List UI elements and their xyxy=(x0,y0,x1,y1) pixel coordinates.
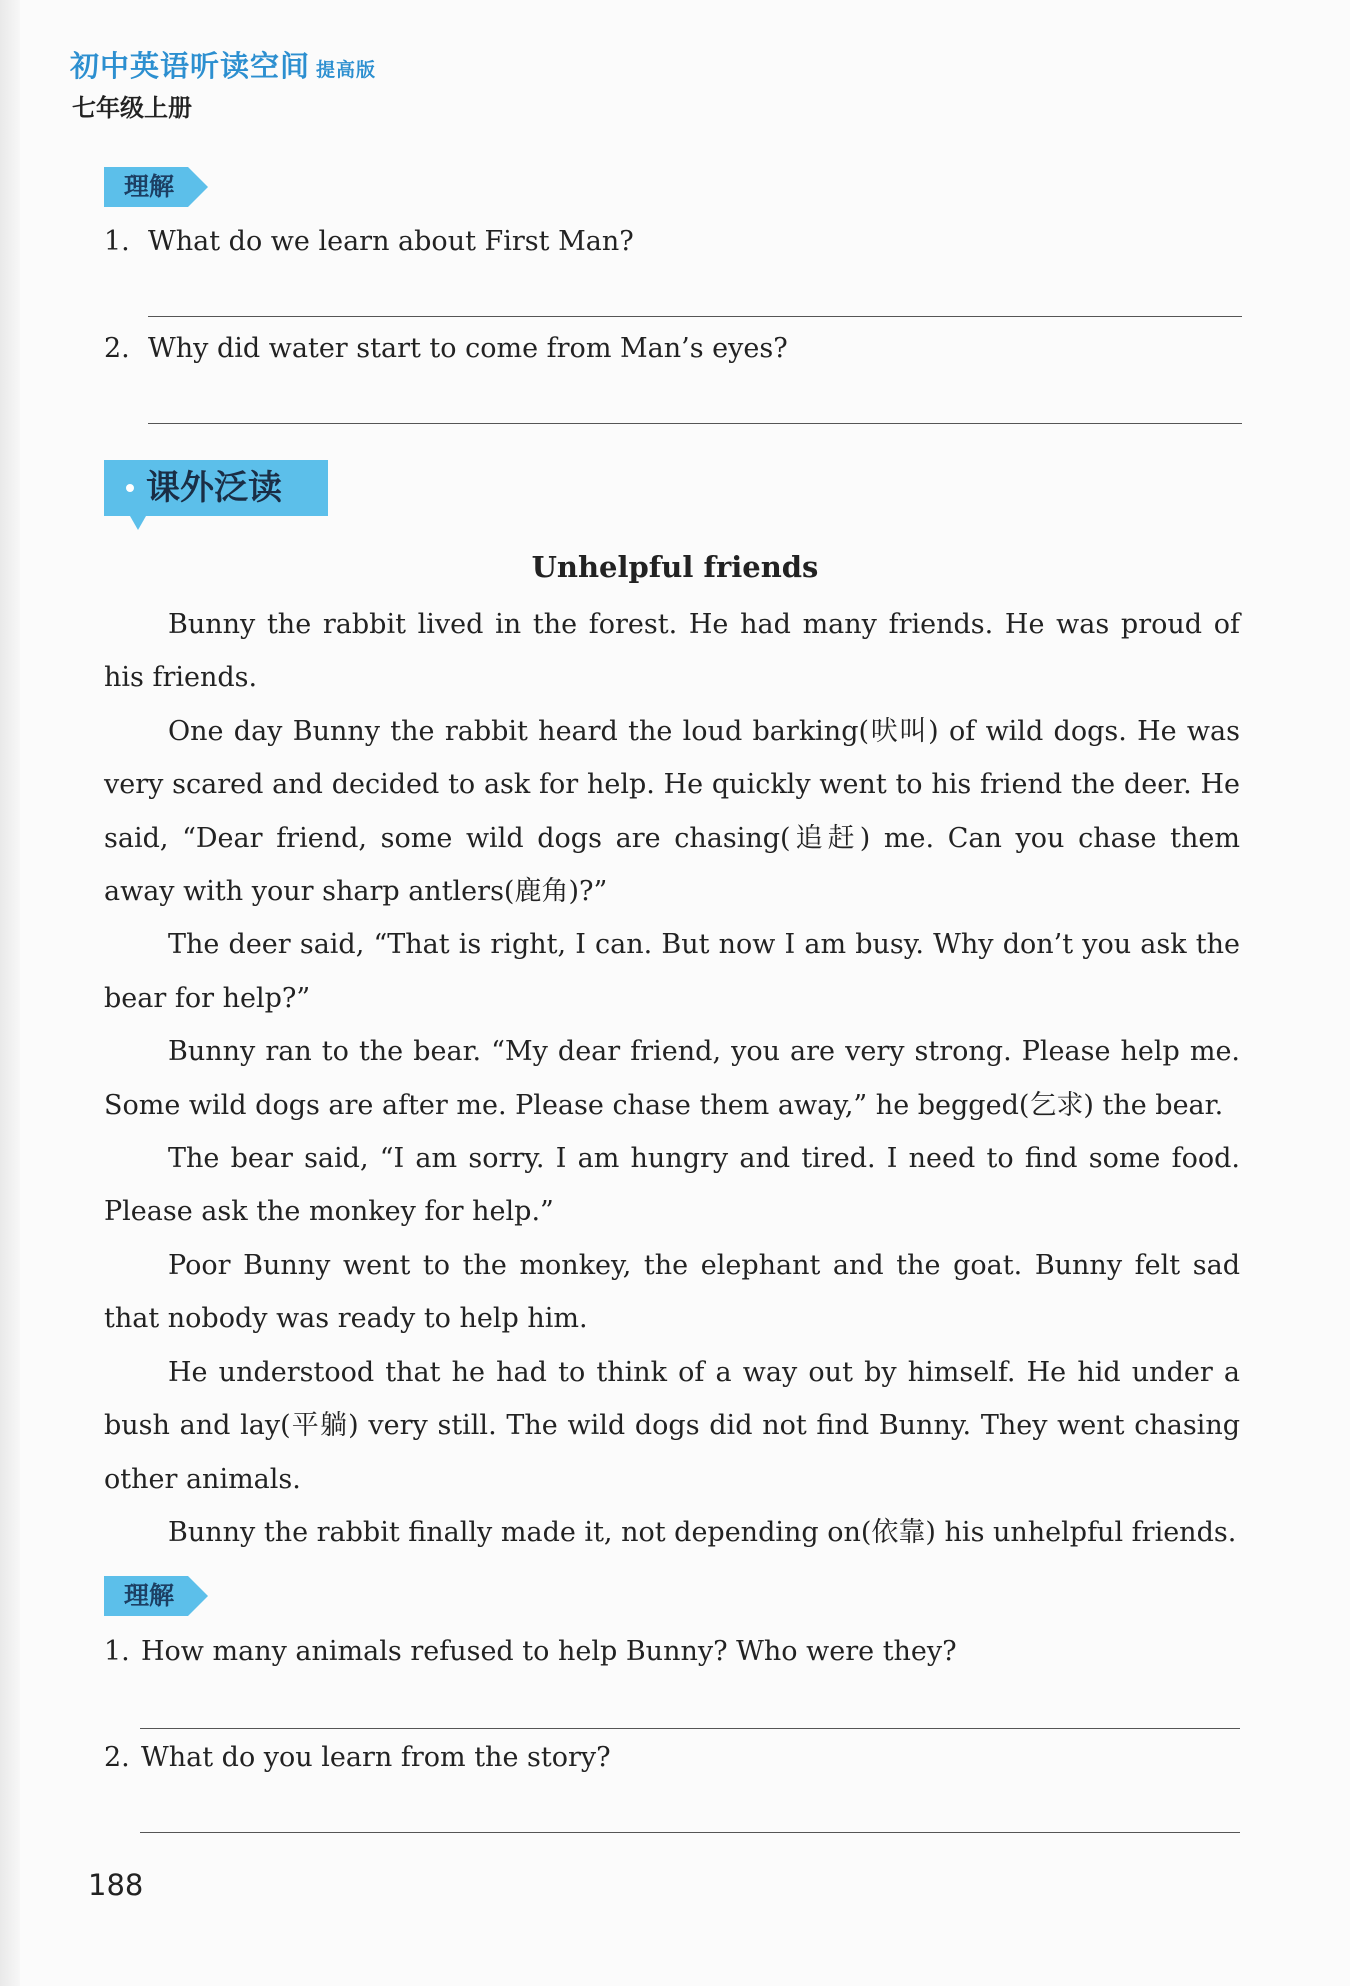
book-title xyxy=(70,44,376,85)
answer-line-2-2[interactable] xyxy=(140,1832,1240,1833)
story-body xyxy=(104,598,1240,1559)
question-number: 1. xyxy=(104,226,130,257)
story-paragraph: Bunny ran to the bear. “My dear friend, you are very strong. Please help me. Some wild dogs are after me. Please chase them away,” he begged(乞求) the bear. xyxy=(104,1036,1240,1121)
question-1-1 xyxy=(104,226,634,257)
book-grade: 七年级上册 xyxy=(72,94,192,122)
story-paragraph: The deer said, “That is right, I can. But now I am busy. Why don’t you ask the bear for help?” xyxy=(104,929,1240,1014)
comprehension-tag-1: 理解 xyxy=(104,167,188,207)
answer-line-1-2[interactable] xyxy=(148,423,1242,424)
question-text: What do you learn from the story? xyxy=(141,1742,611,1773)
question-text: How many animals refused to help Bunny? Who were they? xyxy=(141,1636,957,1667)
page-number: 188 xyxy=(88,1868,144,1902)
story-paragraph: One day Bunny the rabbit heard the loud barking(吠叫) of wild dogs. He was very scared and decided to ask for help. He quickly went to his friend the deer. He said, “Dear friend, some wild dogs are chasing(追赶) me. Can you chase them away with your sharp antlers(鹿角)?” xyxy=(104,715,1240,908)
story-paragraph: He understood that he had to think of a way out by himself. He hid under a bush and lay(平躺) very still. The wild dogs did not find Bunny. They went chasing other animals. xyxy=(104,1356,1240,1495)
question-1-2 xyxy=(104,333,788,364)
question-number: 2. xyxy=(104,1742,130,1773)
question-2-1 xyxy=(104,1636,957,1667)
question-2-2 xyxy=(104,1742,611,1773)
book-edition: 提高版 xyxy=(316,59,377,81)
story-paragraph: Bunny the rabbit lived in the forest. He had many friends. He was proud of his friends. xyxy=(104,609,1240,694)
story-title: Unhelpful friends xyxy=(531,550,819,584)
book-title-text: 初中英语听读空间 xyxy=(70,49,311,83)
answer-line-2-1[interactable] xyxy=(140,1728,1240,1729)
question-text: What do we learn about First Man? xyxy=(148,226,634,257)
section-banner-extensive-reading: 课外泛读 xyxy=(104,460,328,516)
story-paragraph: Bunny the rabbit finally made it, not depending on(依靠) his unhelpful friends. xyxy=(168,1516,1237,1548)
question-text: Why did water start to come from Man’s eyes? xyxy=(148,333,788,364)
story-paragraph: Poor Bunny went to the monkey, the elephant and the goat. Bunny felt sad that nobody was ready to help him. xyxy=(104,1249,1240,1335)
page-edge-shadow xyxy=(0,0,20,1986)
story-paragraph: The bear said, “I am sorry. I am hungry and tired. I need to find some food. Please ask the monkey for help.” xyxy=(104,1143,1240,1228)
question-number: 1. xyxy=(104,1636,130,1667)
comprehension-tag-2: 理解 xyxy=(104,1576,188,1616)
question-number: 2. xyxy=(104,333,130,364)
answer-line-1-1[interactable] xyxy=(148,316,1242,317)
